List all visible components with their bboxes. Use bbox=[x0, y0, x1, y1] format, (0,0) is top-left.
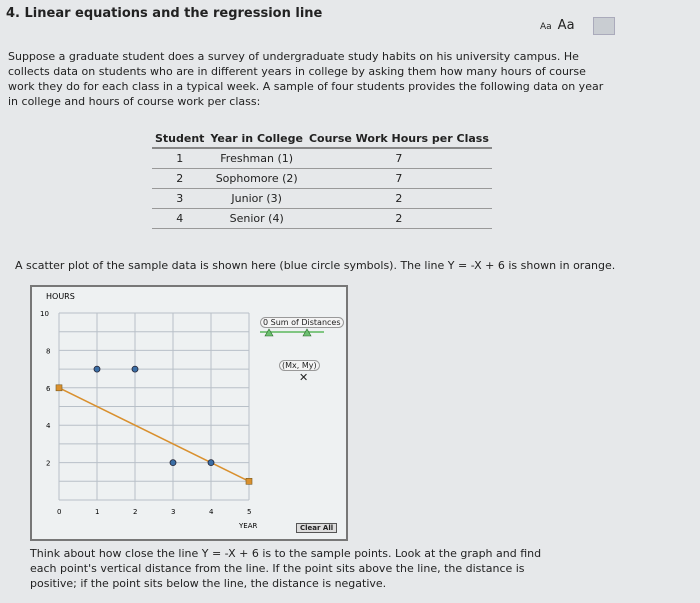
col-header: Course Work Hours per Class bbox=[306, 130, 492, 148]
y-tick-label: 10 bbox=[40, 310, 49, 318]
question-title: 4. Linear equations and the regression line bbox=[6, 6, 323, 21]
table-cell: Sophomore (2) bbox=[207, 169, 306, 189]
col-header: Student bbox=[152, 130, 207, 148]
mean-point-tool[interactable]: (Mx, My) bbox=[279, 360, 320, 371]
mean-x-marker-icon[interactable]: ✕ bbox=[299, 371, 309, 384]
table-cell: 2 bbox=[152, 169, 207, 189]
table-cell: 3 bbox=[152, 189, 207, 209]
y-tick-label: 4 bbox=[46, 422, 51, 431]
data-table bbox=[152, 130, 492, 229]
table-row bbox=[152, 148, 492, 169]
text-smaller[interactable]: Aa bbox=[540, 22, 552, 32]
graph-panel[interactable] bbox=[30, 285, 348, 541]
data-point bbox=[132, 366, 138, 372]
calculator-icon[interactable] bbox=[593, 17, 615, 35]
line-handle bbox=[56, 385, 62, 391]
table-cell: 7 bbox=[306, 169, 492, 189]
table-row bbox=[152, 189, 492, 209]
clear-all-button[interactable]: Clear All bbox=[296, 523, 337, 533]
x-tick-label: 3 bbox=[171, 508, 176, 516]
x-tick-label: 5 bbox=[247, 508, 252, 516]
table-cell: 4 bbox=[152, 209, 207, 229]
x-tick-label: 0 bbox=[57, 508, 62, 516]
data-point bbox=[208, 460, 214, 466]
table-row bbox=[152, 169, 492, 189]
table-cell: 2 bbox=[306, 209, 492, 229]
x-tick-label: 2 bbox=[133, 508, 138, 516]
y-tick-label: 8 bbox=[46, 347, 51, 356]
table-cell: 1 bbox=[152, 148, 207, 169]
text-larger[interactable]: Aa bbox=[557, 18, 575, 33]
data-point bbox=[94, 366, 100, 372]
text-size-controls[interactable] bbox=[540, 18, 575, 33]
x-tick-label: 4 bbox=[209, 508, 214, 516]
x-axis-label: YEAR bbox=[239, 522, 258, 530]
instructions-text: Think about how close the line Y = -X + 6 is to the sample points. Look at the graph and find each point's vertical distance from the line. If the point sits above the line, the distance is positive; if the point sits below the line, the distance is negative. bbox=[30, 547, 542, 590]
table-cell: Freshman (1) bbox=[207, 148, 306, 169]
scatter-description: A scatter plot of the sample data is shown here (blue circle symbols). The line Y = -X + 6 is shown in orange. bbox=[15, 259, 616, 272]
sum-of-distances-tool[interactable]: 0 Sum of Distances bbox=[260, 317, 344, 328]
regression-line bbox=[59, 388, 249, 482]
table-cell: Senior (4) bbox=[207, 209, 306, 229]
y-tick-label: 6 bbox=[46, 384, 51, 393]
col-header: Year in College bbox=[207, 130, 306, 148]
table-cell: 7 bbox=[306, 148, 492, 169]
line-handle bbox=[246, 478, 252, 484]
table-cell: Junior (3) bbox=[207, 189, 306, 209]
data-point bbox=[170, 460, 176, 466]
table-row bbox=[152, 209, 492, 229]
table-cell: 2 bbox=[306, 189, 492, 209]
y-tick-label: 2 bbox=[46, 459, 51, 468]
intro-text: Suppose a graduate student does a survey of undergraduate study habits on his university campus. He collects data on students who are in different years in college by asking them how many hours of course work they do for each class in a typical week. A sample of four students provides the following data on year in college and hours of course work per class: bbox=[8, 50, 604, 108]
y-axis-label: HOURS bbox=[46, 292, 75, 301]
x-tick-label: 1 bbox=[95, 508, 100, 516]
